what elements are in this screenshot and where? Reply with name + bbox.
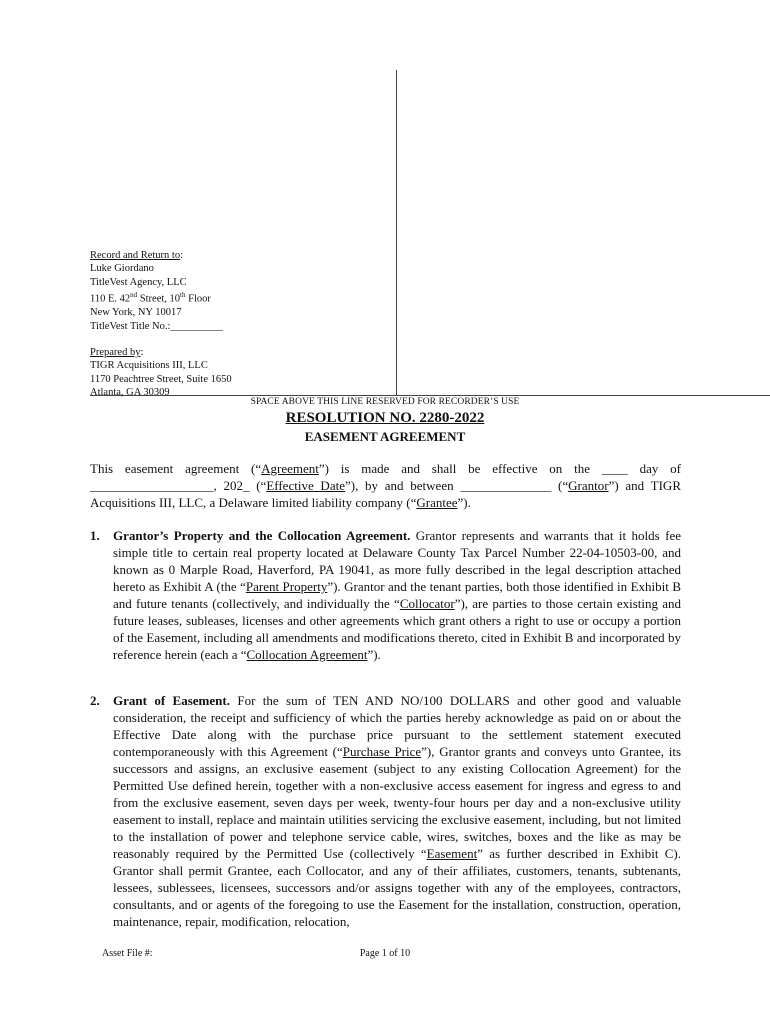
prepared-company: TIGR Acquisitions III, LLC bbox=[90, 360, 208, 372]
section-2-body: Grant of Easement. For the sum of TEN AND NO/100 DOLLARS and other good and valuable consideration, the receipt and sufficiency of which the parties hereby acknowledge as paid on or about the Effective Date along with the purchase price pursuant to the settlement statement executed contemporaneously with this Agreement (“Purchase Price”), Grantor grants and conveys unto Grantee, its successors and assigns, an exclusive easement (subject to any existing Collocation Agreement) for the Permitted Use defined herein, together with a non-exclusive access easement for ingress and egress to and from the exclusive easement, seven days per week, twenty-four hours per day and a non-exclusive utility easement to install, replace and maintain utilities servicing the exclusive easement, including, but not limited to the installation of power and telephone service cable, wires, switches, boxes and the like as may be reasonably required by the Permitted Use (collectively “Easement” as further described in Exhibit C). Grantor shall permit Grantee, each Collocator, and any of their affiliates, customers, tenants, subtenants, lessees, sublessees, licensees, successors and/or assigns together with any of the employees, contractors, consultants, and or agents of the foregoing to use the Easement for the installation, construction, operation, maintenance, repair, modification, relocation, bbox=[113, 693, 681, 929]
defined-term-collocation-agreement: Collocation Agreement bbox=[246, 647, 368, 662]
recorder-reserved-note: SPACE ABOVE THIS LINE RESERVED FOR RECORDER’S USE bbox=[250, 397, 520, 407]
recorder-vertical-divider bbox=[396, 70, 397, 396]
defined-term-grantee: Grantee bbox=[416, 495, 458, 510]
prepared-by-heading: Prepared by: bbox=[90, 346, 144, 358]
agreement-title: EASEMENT AGREEMENT bbox=[304, 429, 466, 444]
return-city: New York, NY 10017 bbox=[90, 307, 182, 319]
section-2-heading: Grant of Easement. bbox=[113, 693, 230, 708]
footer-page-number: Page 1 of 10 bbox=[359, 948, 411, 959]
return-name: Luke Giordano bbox=[90, 263, 154, 275]
defined-term-parent-property: Parent Property bbox=[245, 579, 328, 594]
section-2-number: 2. bbox=[90, 693, 100, 708]
defined-term-grantor: Grantor bbox=[568, 478, 609, 493]
prepared-city: Atlanta, GA 30309 bbox=[90, 387, 170, 399]
record-and-return-block bbox=[90, 249, 232, 400]
section-1-heading: Grantor’s Property and the Collocation Agreement. bbox=[113, 528, 411, 543]
prepared-street: 1170 Peachtree Street, Suite 1650 bbox=[90, 373, 232, 385]
defined-term-effective-date: Effective Date bbox=[266, 478, 345, 493]
defined-term-collocator: Collocator bbox=[399, 596, 455, 611]
resolution-title: RESOLUTION NO. 2280-2022 bbox=[285, 410, 485, 426]
section-1 bbox=[90, 527, 681, 663]
return-company: TitleVest Agency, LLC bbox=[90, 276, 187, 288]
return-street: 110 E. 42nd Street, 10th Floor bbox=[90, 291, 211, 305]
defined-term-purchase-price: Purchase Price bbox=[342, 744, 422, 759]
return-title-no: TitleVest Title No.:__________ bbox=[90, 320, 223, 332]
section-1-body: Grantor’s Property and the Collocation Agreement. Grantor represents and warrants that it holds fee simple title to certain real property located at Delaware County Tax Parcel Number 22-04-10503-00, and known as 0 Marple Road, Haverford, PA 19041, as more fully described in the legal description attached hereto as Exhibit A (the “Parent Property”). Grantor and the tenant parties, both those identified in Exhibit B and future tenants (collectively, and individually the “Collocator”), are parties to those certain existing and future leases, subleases, licenses and other agreements which grant others a right to use or occupy a portion of the Easement, including all amendments and modifications thereto, cited in Exhibit B and incorporated by reference herein (each a “Collocation Agreement”). bbox=[113, 528, 681, 662]
defined-term-agreement: Agreement bbox=[261, 461, 319, 476]
section-2 bbox=[90, 692, 681, 930]
defined-term-easement: Easement bbox=[426, 846, 478, 861]
section-1-number: 1. bbox=[90, 528, 100, 543]
record-return-heading: Record and Return to: bbox=[90, 250, 184, 261]
intro-paragraph: This easement agreement (“Agreement”) is made and shall be effective on the ____ day of ___________________, 202_ (“Effective Date”), by and between ______________ (“Grantor”) and TIGR Acquisitions III, LLC, a Delaware limited liability company (“Grantee”). bbox=[90, 461, 681, 510]
footer-asset-file: Asset File #: bbox=[102, 948, 153, 959]
